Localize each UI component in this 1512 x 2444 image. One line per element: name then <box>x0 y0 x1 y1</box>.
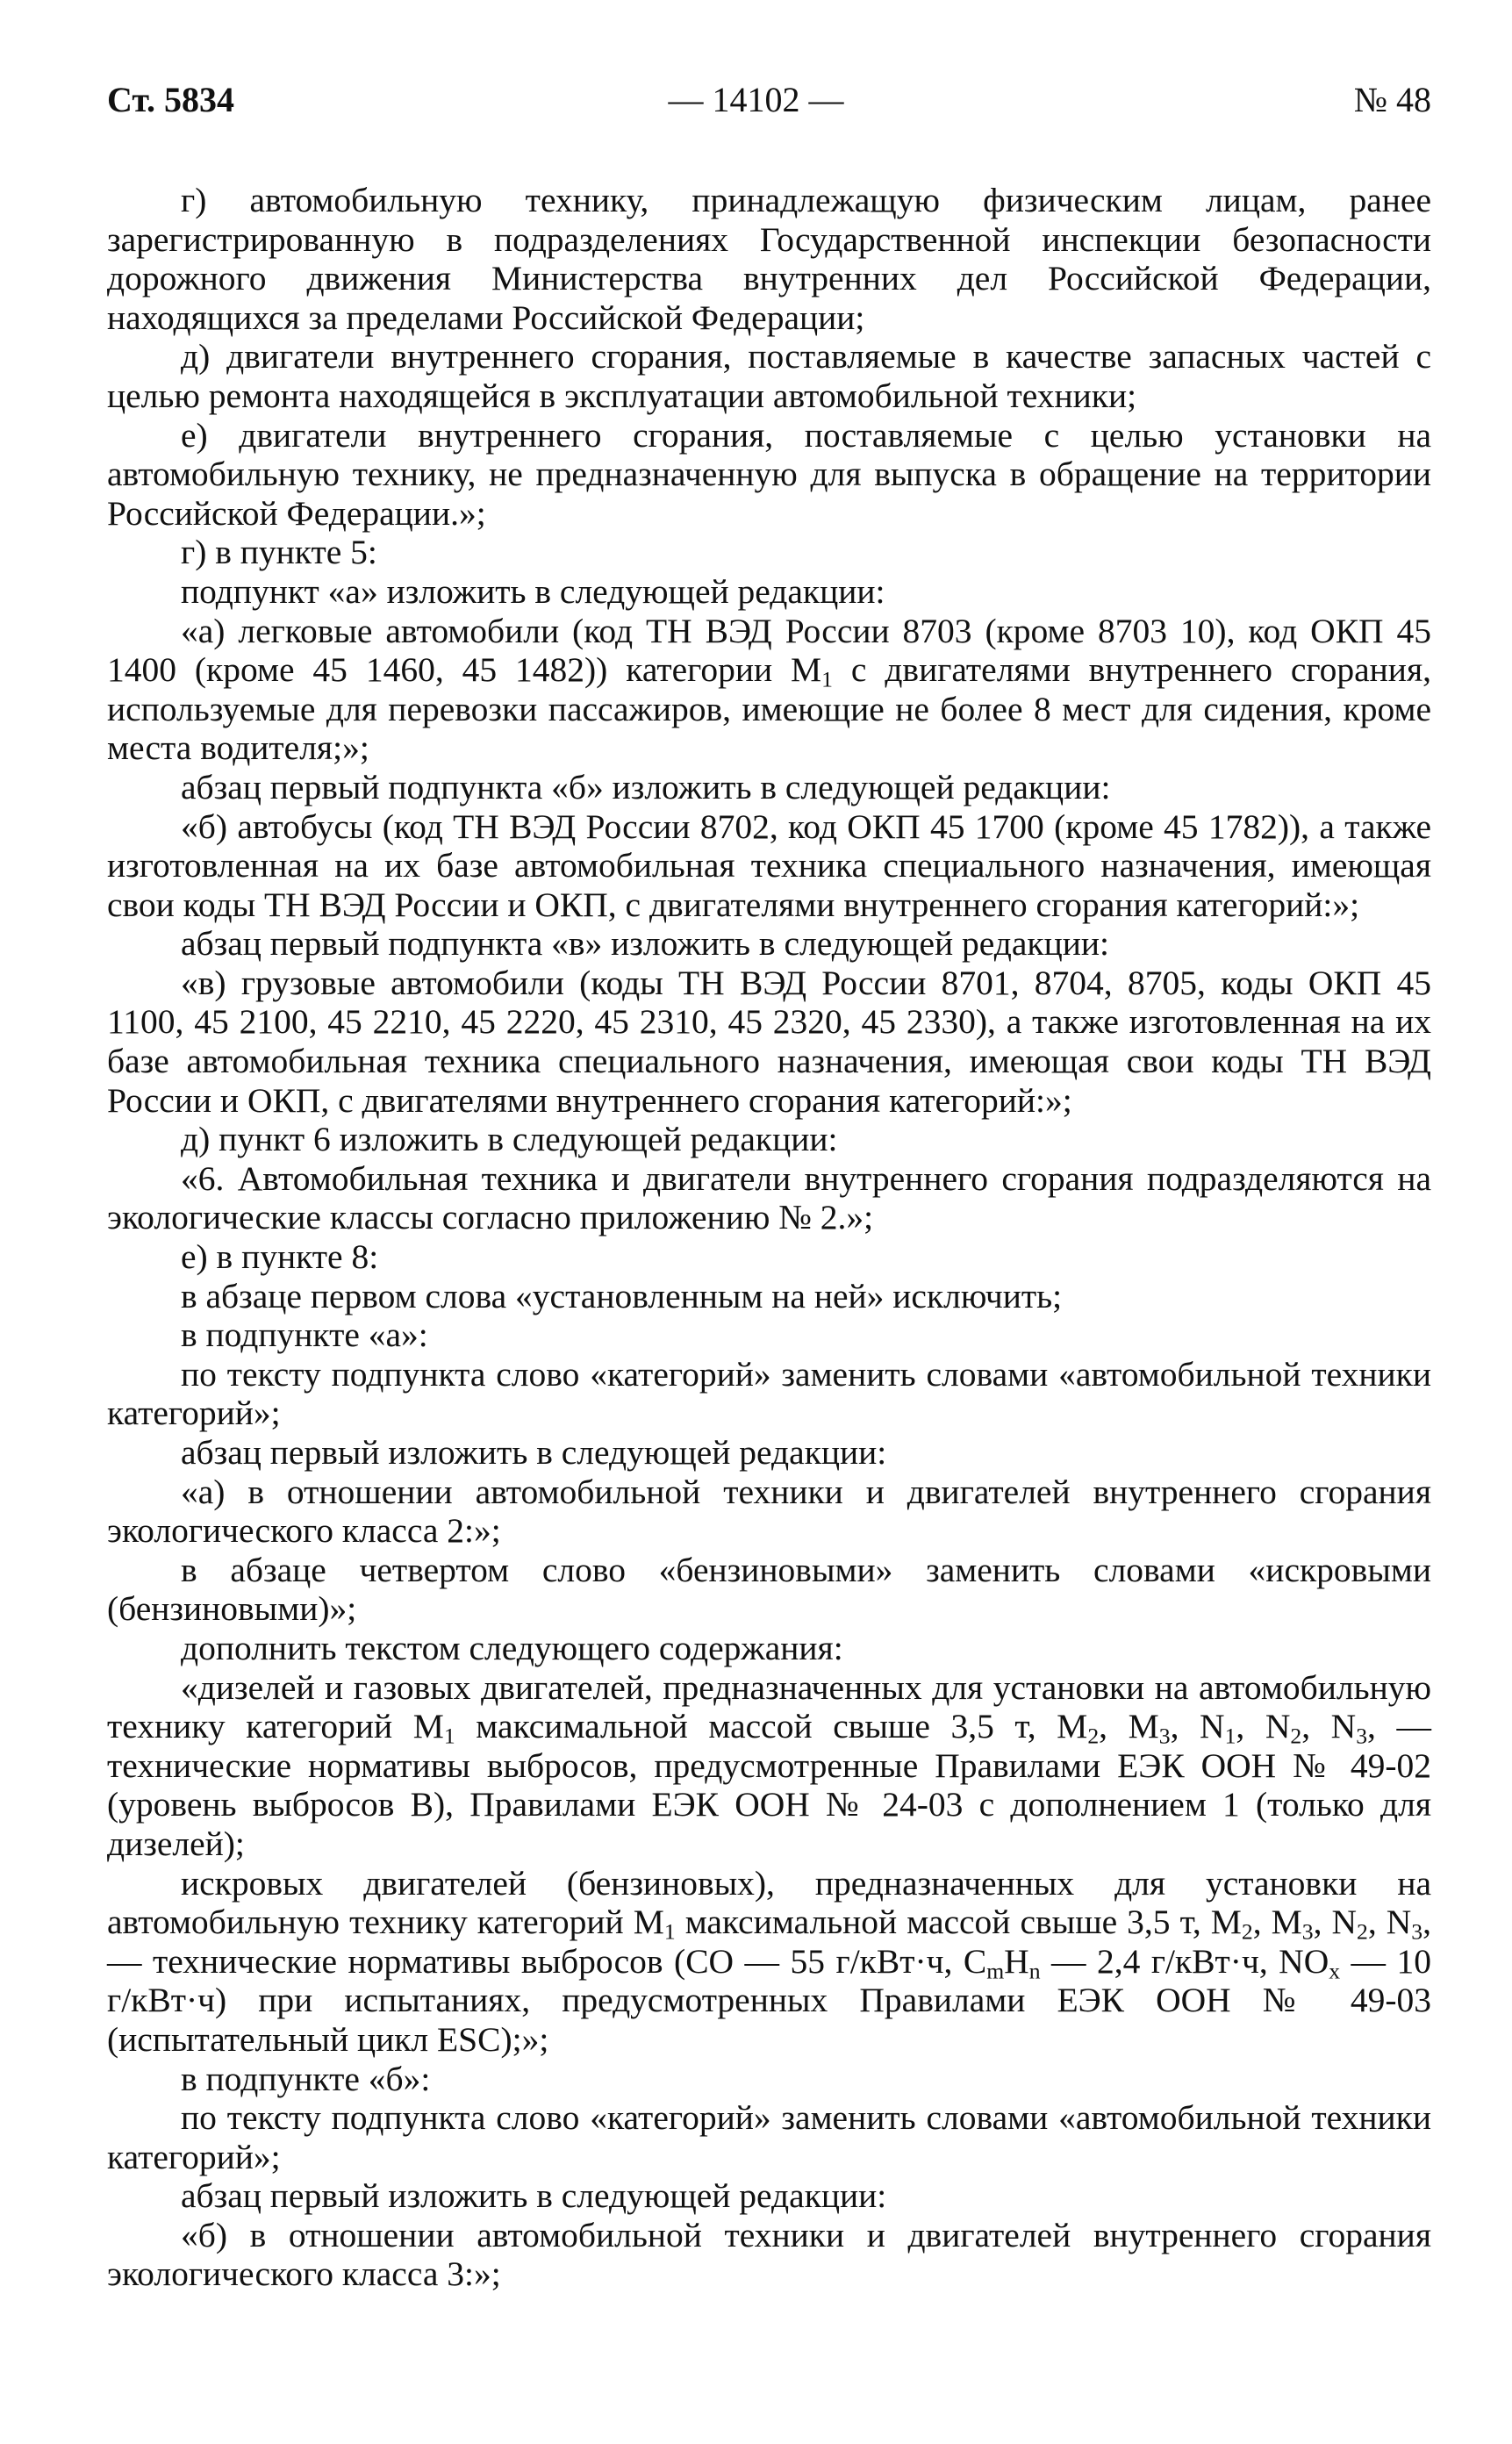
issue-number: № 48 <box>1353 80 1431 119</box>
paragraph: в подпункте «б»: <box>181 2059 431 2098</box>
paragraph: в абзаце четвертом слово «бензиновыми» заменить словами «искровыми (бензиновыми)»; <box>107 1550 1431 1629</box>
page-number: — 14102 — <box>668 80 844 119</box>
paragraph: «в) грузовые автомобили (коды ТН ВЭД России 8701, 8704, 8705, коды ОКП 45 1100, 45 2100, 45 2210, 45 2220, 45 2310, 45 2320, 45 2330), а также изготовленная на их базе автомобильная техника специального назначения, имеющая свои коды ТН ВЭД России и ОКП, с двигателями внутреннего сгорания категорий:»; <box>107 963 1431 1120</box>
paragraph: абзац первый подпункта «б» изложить в следующей редакции: <box>181 767 1111 806</box>
paragraph: «6. Автомобильная техника и двигатели внутреннего сгорания подразделяются на экологические классы согласно приложению № 2.»; <box>107 1158 1431 1237</box>
paragraph: д) двигатели внутреннего сгорания, поставляемые в качестве запасных частей с целью ремонта находящейся в эксплуатации автомобильной техники; <box>107 337 1431 415</box>
paragraph: искровых двигателей (бензиновых), предназначенных для установки на автомобильную технику категорий $M_1$ максимальной массой свыше 3,5 т, $M_2$, $M_3$, $N_2$, $N_3$, — технические нормативы выбросов (CO — 55 г/кВт·ч, $C_mH_n$ — 2,4 г/кВт·ч, $NO_x$ — 10 г/кВт·ч) при испытаниях, предусмотренных Правилами ЕЭК ООН № 49-03 (испытательный цикл ESC);»; <box>107 1863 1432 2059</box>
paragraph: подпункт «а» изложить в следующей редакции: <box>181 571 885 611</box>
document-body <box>107 181 1431 2294</box>
paragraph: абзац первый изложить в следующей редакции: <box>181 2176 887 2216</box>
paragraph: «дизелей и газовых двигателей, предназначенных для установки на автомобильную технику категорий $M_1$ максимальной массой свыше 3,5 т, $M_2$, $M_3$, $N_1$, $N_2$, $N_3$, — технические нормативы выбросов, предусмотренные Правилами ЕЭК ООН № 49-02 (уровень выбросов B), Правилами ЕЭК ООН № 24-03 с дополнением 1 (только для дизелей); <box>107 1667 1432 1863</box>
page-article-number: Ст. 5834 <box>107 80 234 119</box>
paragraph: абзац первый изложить в следующей редакции: <box>181 1433 887 1472</box>
paragraph: абзац первый подпункта «в» изложить в следующей редакции: <box>181 924 1109 964</box>
paragraph: по тексту подпункта слово «категорий» заменить словами «автомобильной техники категорий»; <box>107 1354 1431 1433</box>
paragraph: «б) автобусы (код ТН ВЭД России 8702, код ОКП 45 1700 (кроме 45 1782)), а также изготовленная на их базе автомобильная техника специального назначения, имеющая свои коды ТН ВЭД России и ОКП, с двигателями внутреннего сгорания категорий:»; <box>107 806 1431 924</box>
paragraph: е) в пункте 8: <box>181 1237 379 1277</box>
paragraph: д) пункт 6 изложить в следующей редакции: <box>181 1120 838 1159</box>
paragraph: в подпункте «а»: <box>181 1315 428 1355</box>
paragraph: по тексту подпункта слово «категорий» заменить словами «автомобильной техники категорий»; <box>107 2098 1431 2176</box>
paragraph: «а) легковые автомобили (код ТН ВЭД России 8703 (кроме 8703 10), код ОКП 45 1400 (кроме 45 1460, 45 1482)) категории $M_1$ с двигателями внутреннего сгорания, используемые для перевозки пассажиров, имеющие не более 8 мест для сидения, кроме места водителя;»; <box>107 611 1431 768</box>
paragraph: дополнить текстом следующего содержания: <box>181 1628 843 1667</box>
paragraph: е) двигатели внутреннего сгорания, поставляемые с целью установки на автомобильную технику, не предназначенную для выпуска в обращение на территории Российской Федерации.»; <box>107 415 1431 533</box>
paragraph: г) в пункте 5: <box>181 533 377 572</box>
paragraph: г) автомобильную технику, принадлежащую физическим лицам, ранее зарегистрированную в подразделениях Государственной инспекции безопасности дорожного движения Министерства внутренних дел Российской Федерации, находящихся за пределами Российской Федерации; <box>107 181 1431 337</box>
paragraph: «б) в отношении автомобильной техники и двигателей внутреннего сгорания экологического класса 3:»; <box>107 2215 1431 2294</box>
paragraph: «а) в отношении автомобильной техники и двигателей внутреннего сгорания экологического класса 2:»; <box>107 1472 1431 1551</box>
paragraph: в абзаце первом слова «установленным на ней» исключить; <box>181 1276 1063 1315</box>
